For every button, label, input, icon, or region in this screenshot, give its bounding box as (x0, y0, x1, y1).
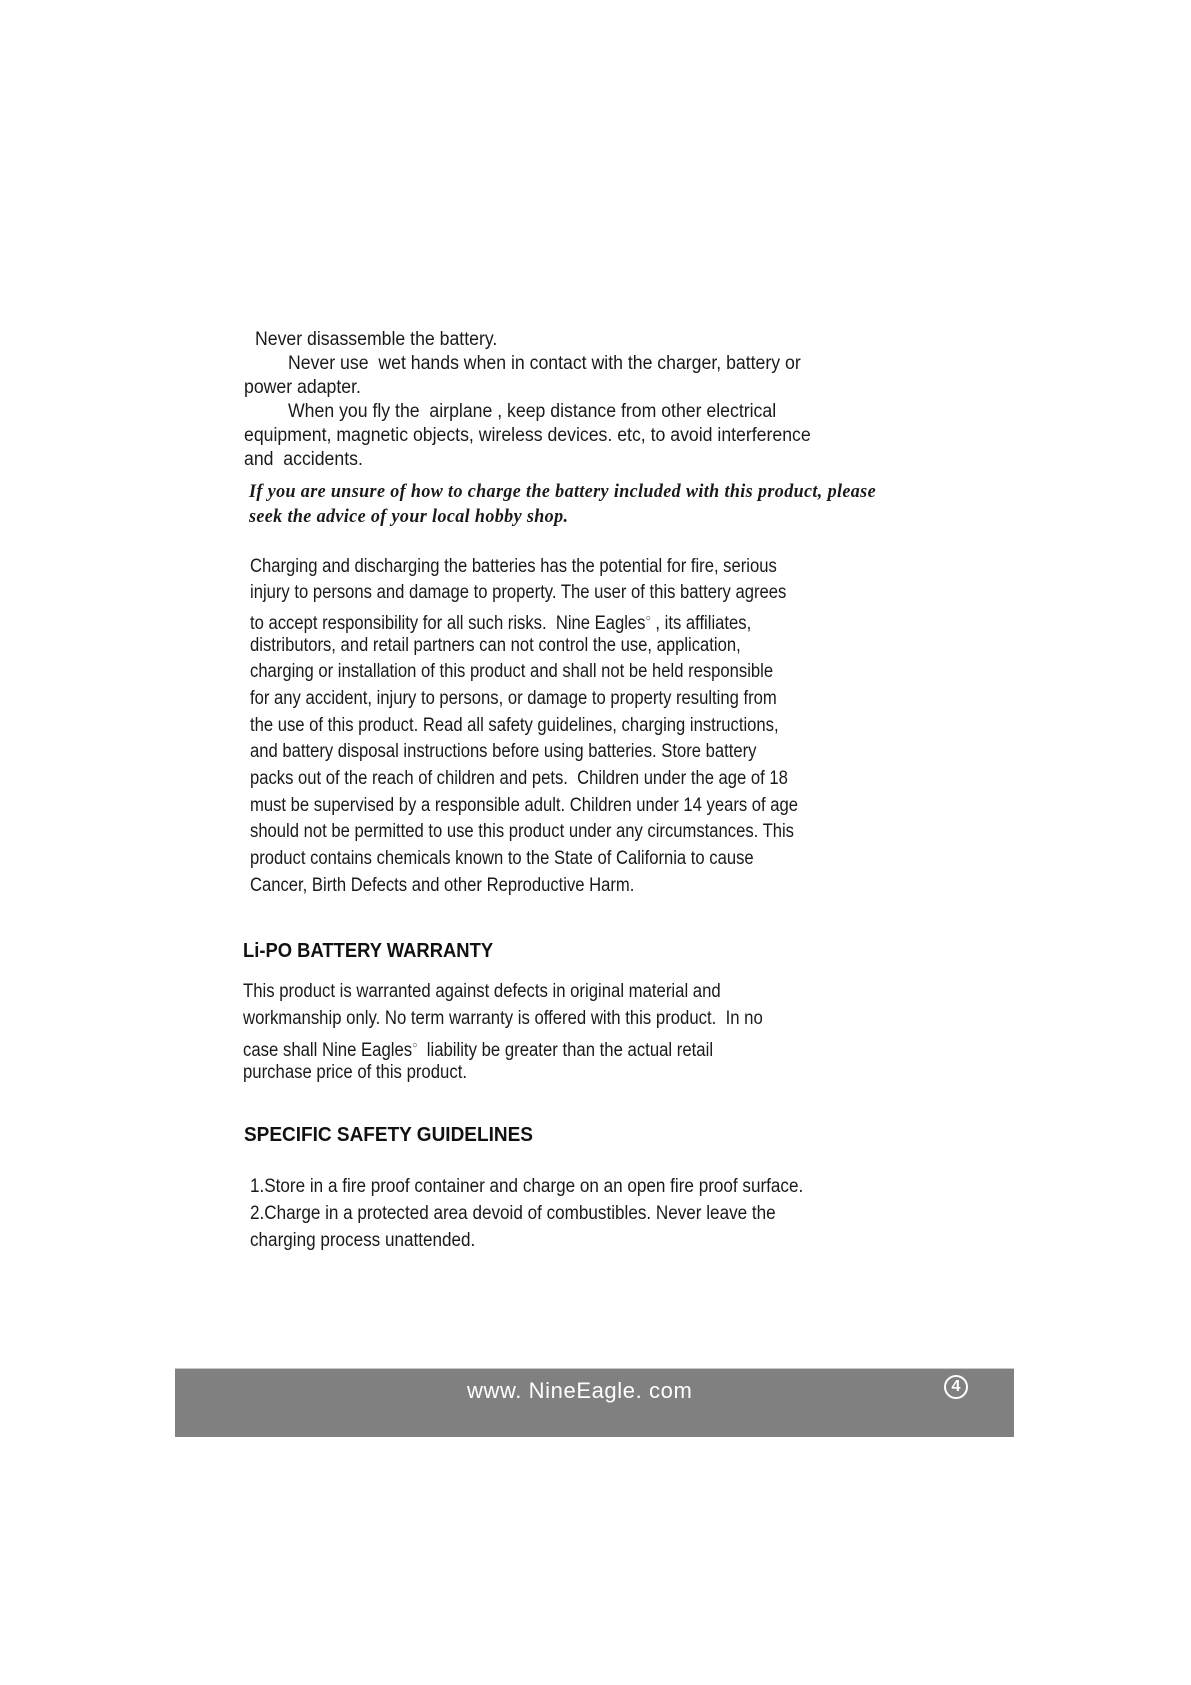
guideline-item: 1.Store in a fire proof container and charge on an open fire proof surface. (250, 1176, 804, 1197)
paragraph-line: for any accident, injury to persons, or damage to property resulting from (250, 688, 777, 709)
warranty-line: This product is warranted against defects in original material and (243, 981, 721, 1002)
warranty-line: workmanship only. No term warranty is offered with this product. In no (243, 1008, 763, 1029)
paragraph-line: product contains chemicals known to the State of California to cause (250, 848, 754, 869)
paragraph-line: charging or installation of this product and shall not be held responsible (250, 661, 774, 682)
paragraph-text: , its affiliates, (650, 613, 752, 634)
paragraph-line: and battery disposal instructions before using batteries. Store battery (250, 741, 757, 762)
paragraph-line: packs out of the reach of children and pets. Children under the age of 18 (250, 768, 788, 789)
paragraph-line: should not be permitted to use this product under any circumstances. This (250, 821, 794, 842)
safety-note-line: Never disassemble the battery. (255, 329, 498, 350)
paragraph-line: Charging and discharging the batteries has the potential for fire, serious (250, 556, 777, 577)
guideline-item: 2.Charge in a protected area devoid of combustibles. Never leave the (250, 1203, 776, 1224)
warranty-line (243, 1035, 713, 1062)
website-url: www. NineEagle. com (467, 1378, 693, 1403)
safety-note-line: and accidents. (244, 449, 363, 470)
advice-line: If you are unsure of how to charge the battery included with this product, please (249, 481, 876, 502)
safety-note-line: When you fly the airplane , keep distance from other electrical (288, 401, 777, 422)
paragraph-line: distributors, and retail partners can not control the use, application, (250, 635, 741, 656)
warranty-text: case shall Nine Eagles (243, 1040, 413, 1061)
safety-note-line: Never use wet hands when in contact with the charger, battery or (288, 353, 801, 374)
guideline-item: charging process unattended. (250, 1230, 476, 1251)
page-number-badge: 4 (944, 1375, 968, 1399)
paragraph-line: injury to persons and damage to property. The user of this battery agrees (250, 582, 787, 603)
trademark-icon: ○ (412, 1040, 418, 1051)
advice-line: seek the advice of your local hobby shop. (249, 506, 569, 527)
guidelines-heading: SPECIFIC SAFETY GUIDELINES (244, 1124, 533, 1146)
safety-note-line: equipment, magnetic objects, wireless devices. etc, to avoid interference (244, 425, 811, 446)
paragraph-line: must be supervised by a responsible adult. Children under 14 years of age (250, 795, 799, 816)
paragraph-line (250, 608, 751, 635)
warranty-line: purchase price of this product. (243, 1062, 467, 1083)
warranty-text: liability be greater than the actual retail (417, 1040, 714, 1061)
trademark-icon: ○ (645, 613, 651, 624)
paragraph-text: to accept responsibility for all such risks. Nine Eagles (250, 613, 646, 634)
safety-note-line: power adapter. (244, 377, 361, 398)
warranty-heading: Li-PO BATTERY WARRANTY (243, 940, 494, 962)
paragraph-line: the use of this product. Read all safety guidelines, charging instructions, (250, 715, 779, 736)
footer-bar (175, 1368, 1014, 1437)
paragraph-line: Cancer, Birth Defects and other Reproductive Harm. (250, 875, 635, 896)
